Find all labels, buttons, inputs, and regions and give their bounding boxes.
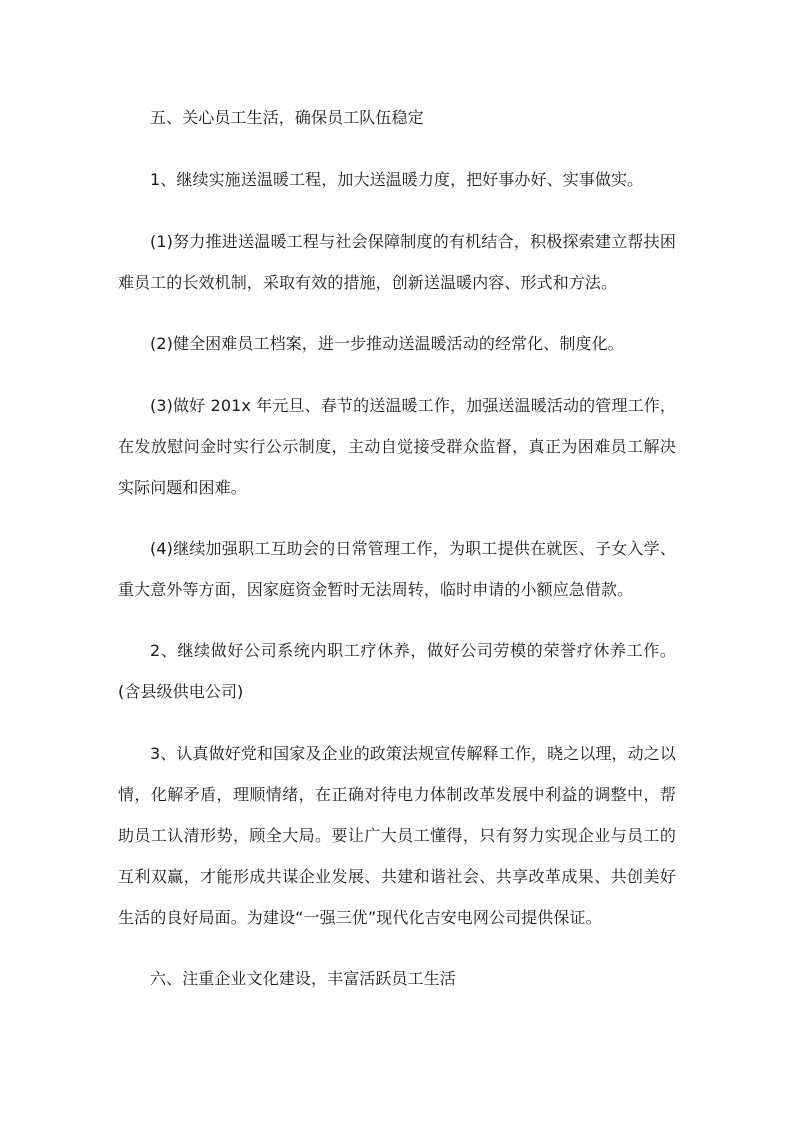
paragraph-item-3: 3、认真做好党和国家及企业的政策法规宣传解释工作，晓之以理，动之以情，化解矛盾，理顺情绪，在正确对待电力体制改革发展中利益的调整中，帮助员工认清形势，顾全大局。要让广大员工懂得，只有努力实现企业与员工的互利双赢，才能形成共谋企业发展、共建和谐社会、共享改革成果、共创美好生活的良好局面。为建设“一强三优”现代化吉安电网公司提供保证。	[118, 744, 676, 927]
paragraph-item-2: 2、继续做好公司系统内职工疗休养，做好公司劳模的荣誉疗休养工作。(含县级供电公司)	[118, 641, 676, 701]
paragraph-subitem-2: (2)健全困难员工档案，进一步推动送温暖活动的经常化、制度化。	[150, 334, 624, 353]
paragraph-item-1: 1、继续实施送温暖工程，加大送温暖力度，把好事办好、实事做实。	[150, 170, 644, 189]
paragraph-subitem-4: (4)继续加强职工互助会的日常管理工作，为职工提供在就医、子女入学、重大意外等方面，因家庭资金暂时无法周转，临时申请的小额应急借款。	[118, 539, 676, 599]
section-heading-6: 六、注重企业文化建设，丰富活跃员工生活	[150, 969, 456, 988]
paragraph-subitem-1: (1)努力推进送温暖工程与社会保障制度的有机结合，积极探索建立帮扶困难员工的长效机制，采取有效的措施，创新送温暖内容、形式和方法。	[118, 232, 676, 292]
section-heading-5: 五、关心员工生活，确保员工队伍稳定	[150, 108, 424, 127]
paragraph-subitem-3: (3)做好 201x 年元旦、春节的送温暖工作，加强送温暖活动的管理工作，在发放慰问金时实行公示制度，主动自觉接受群众监督，真正为困难员工解决实际问题和困难。	[118, 396, 676, 497]
